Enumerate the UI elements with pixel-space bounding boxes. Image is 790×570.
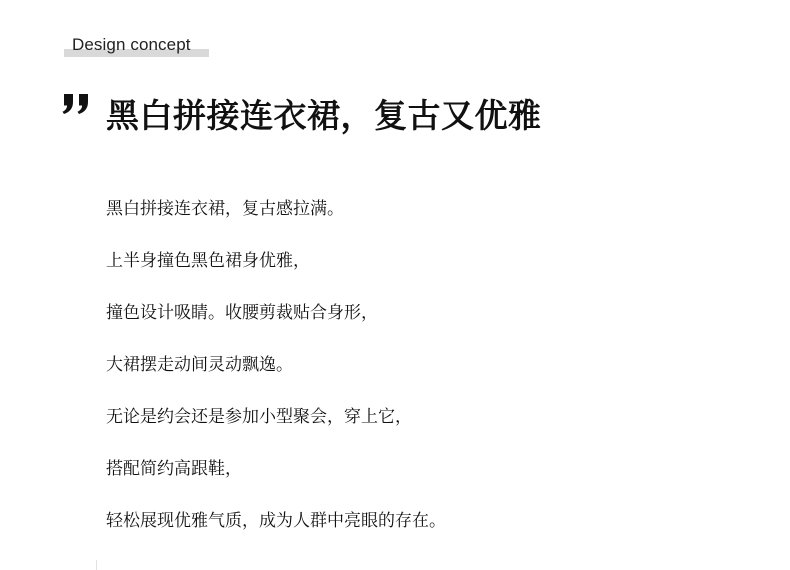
description-line: 大裙摆走动间灵动飘逸。 [106,355,293,375]
description-line: 搭配简约高跟鞋， [106,459,242,479]
description-line: 轻松展现优雅气质，成为人群中亮眼的存在。 [106,511,446,531]
description-line: 撞色设计吸睛。收腰剪裁贴合身形， [106,303,378,323]
divider [96,560,97,570]
description-line: 无论是约会还是参加小型聚会，穿上它， [106,407,412,427]
description-line: 黑白拼接连衣裙，复古感拉满。 [106,199,344,219]
description-line: 上半身撞色黑色裙身优雅， [106,251,310,271]
description-list [106,198,446,562]
section-label-text: Design concept [72,35,191,54]
page-title: 黑白拼接连衣裙，复古又优雅 [106,96,542,135]
quote-icon [62,94,92,114]
